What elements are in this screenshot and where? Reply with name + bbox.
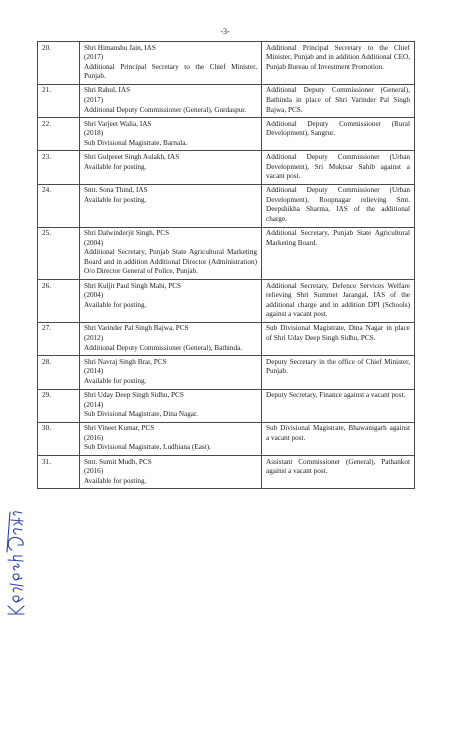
serial-number: 27. — [38, 322, 80, 355]
officer-details — [80, 280, 262, 323]
officer-line: Available for posting. — [84, 376, 147, 385]
new-posting: Deputy Secretary, Finance against a vacant post. — [262, 389, 415, 422]
serial-number: 31. — [38, 456, 80, 489]
officer-line: Additional Secretary, Punjab State Agricultural Marketing Board and in addition Additional Director (Administration) O/o Director General of Police, Punjab. — [84, 248, 257, 276]
serial-number: 21. — [38, 84, 80, 117]
officer-details — [80, 422, 262, 455]
new-posting: Additional Deputy Commissioner (Urban Development), Sri Muktsar Sahib against a vacant post. — [262, 151, 415, 184]
officer-details — [80, 322, 262, 355]
signature — [2, 510, 32, 620]
officer-line: Smt. Sumit Mudh, PCS — [84, 457, 152, 466]
table-row — [38, 356, 415, 389]
new-posting: Additional Principal Secretary to the Chief Minister, Punjab and in addition Additional CEO, Punjab Bureau of Investment Promotion. — [262, 42, 415, 85]
new-posting: Additional Secretary, Defence Services Welfare relieving Shri Summet Jarangal, IAS of the additional charge and in addition DPI (Schools) against a vacant post. — [262, 280, 415, 323]
table-row — [38, 84, 415, 117]
table-row — [38, 42, 415, 85]
officer-line: Available for posting. — [84, 195, 147, 204]
serial-number: 26. — [38, 280, 80, 323]
serial-number: 22. — [38, 118, 80, 151]
officer-details — [80, 42, 262, 85]
officer-details — [80, 151, 262, 184]
posting-orders-body — [38, 42, 415, 489]
officer-line: Shri Gulpreet Singh Aulakh, IAS — [84, 152, 180, 161]
officer-line: (2017) — [84, 53, 104, 62]
officer-line: Additional Principal Secretary to the Chief Minister, Punjab. — [84, 62, 257, 81]
serial-number: 25. — [38, 227, 80, 279]
table-row — [38, 118, 415, 151]
officer-line: Sub Divisional Magistrate, Barnala. — [84, 138, 188, 147]
officer-line: Additional Deputy Commissioner (General), Bathinda. — [84, 343, 243, 352]
officer-line: Available for posting. — [84, 300, 147, 309]
officer-line: Shri Rahul, IAS — [84, 86, 131, 95]
table-row — [38, 422, 415, 455]
new-posting: Additional Deputy Commissioner (Urban Development), Roopnagar relieving Smt. Deepshikha Sharma, IAS of the additional charge. — [262, 184, 415, 227]
table-row — [38, 456, 415, 489]
officer-line: Smt. Sona Thind, IAS — [84, 186, 148, 195]
serial-number: 30. — [38, 422, 80, 455]
officer-line: (2016) — [84, 467, 104, 476]
officer-line: Shri Himanshu Jain, IAS — [84, 43, 156, 52]
officer-line: (2016) — [84, 433, 104, 442]
officer-details — [80, 456, 262, 489]
new-posting: Sub Divisional Magistrate, Bhawanigarh against a vacant post. — [262, 422, 415, 455]
officer-line: Shri Vineet Kumar, PCS — [84, 424, 155, 433]
page-number: -3- — [220, 27, 230, 36]
officer-line: (2004) — [84, 291, 104, 300]
officer-line: Shri Dalwinderjit Singh, PCS — [84, 229, 170, 238]
new-posting: Sub Divisional Magistrate, Dina Nagar in place of Shri Uday Deep Singh Sidhu, PCS. — [262, 322, 415, 355]
officer-line: (2012) — [84, 334, 104, 343]
officer-line: Shri Navraj Singh Brar, PCS — [84, 357, 167, 366]
table-row — [38, 184, 415, 227]
officer-details — [80, 356, 262, 389]
officer-line: Shri Uday Deep Singh Sidhu, PCS — [84, 391, 184, 399]
new-posting: Assistant Commissioner (General), Pathankot against a vacant post. — [262, 456, 415, 489]
officer-line: (2017) — [84, 95, 104, 104]
officer-details — [80, 389, 262, 422]
table-row — [38, 389, 415, 422]
table-row — [38, 227, 415, 279]
serial-number: 29. — [38, 389, 80, 422]
table-row — [38, 151, 415, 184]
new-posting: Additional Deputy Commissioner (Rural Development), Sangrur. — [262, 118, 415, 151]
officer-line: Available for posting. — [84, 476, 147, 485]
officer-details — [80, 184, 262, 227]
officer-line: Shri Varinder Pal Singh Bajwa, PCS — [84, 324, 189, 333]
officer-line: Sub Divisional Magistrate, Dina Nagar. — [84, 410, 198, 419]
new-posting: Additional Deputy Commissioner (General), Bathinda in place of Shri Varinder Pal Singh Bajwa, PCS. — [262, 84, 415, 117]
officer-line: (2014) — [84, 400, 104, 409]
officer-line: Shri Kuljit Paul Singh Mahi, PCS — [84, 281, 182, 290]
officer-line: Available for posting. — [84, 162, 147, 171]
serial-number: 24. — [38, 184, 80, 227]
posting-orders-table — [37, 41, 415, 489]
new-posting: Additional Secretary, Punjab State Agricultural Marketing Board. — [262, 227, 415, 279]
officer-line: (2014) — [84, 367, 104, 376]
signature-icon — [2, 510, 32, 620]
officer-line: Shri Varjeet Walia, IAS — [84, 119, 152, 128]
officer-details — [80, 84, 262, 117]
serial-number: 28. — [38, 356, 80, 389]
officer-details — [80, 227, 262, 279]
officer-line: (2018) — [84, 129, 104, 138]
table-row — [38, 322, 415, 355]
officer-line: Additional Deputy Commissioner (General), Gurdaspur. — [84, 105, 247, 114]
table-row — [38, 280, 415, 323]
officer-line: (2004) — [84, 238, 104, 247]
officer-details — [80, 118, 262, 151]
officer-line: Sub Divisional Magistrate, Ludhiana (East). — [84, 443, 211, 452]
new-posting: Deputy Secretary in the office of Chief Minister, Punjab. — [262, 356, 415, 389]
serial-number: 20. — [38, 42, 80, 85]
serial-number: 23. — [38, 151, 80, 184]
